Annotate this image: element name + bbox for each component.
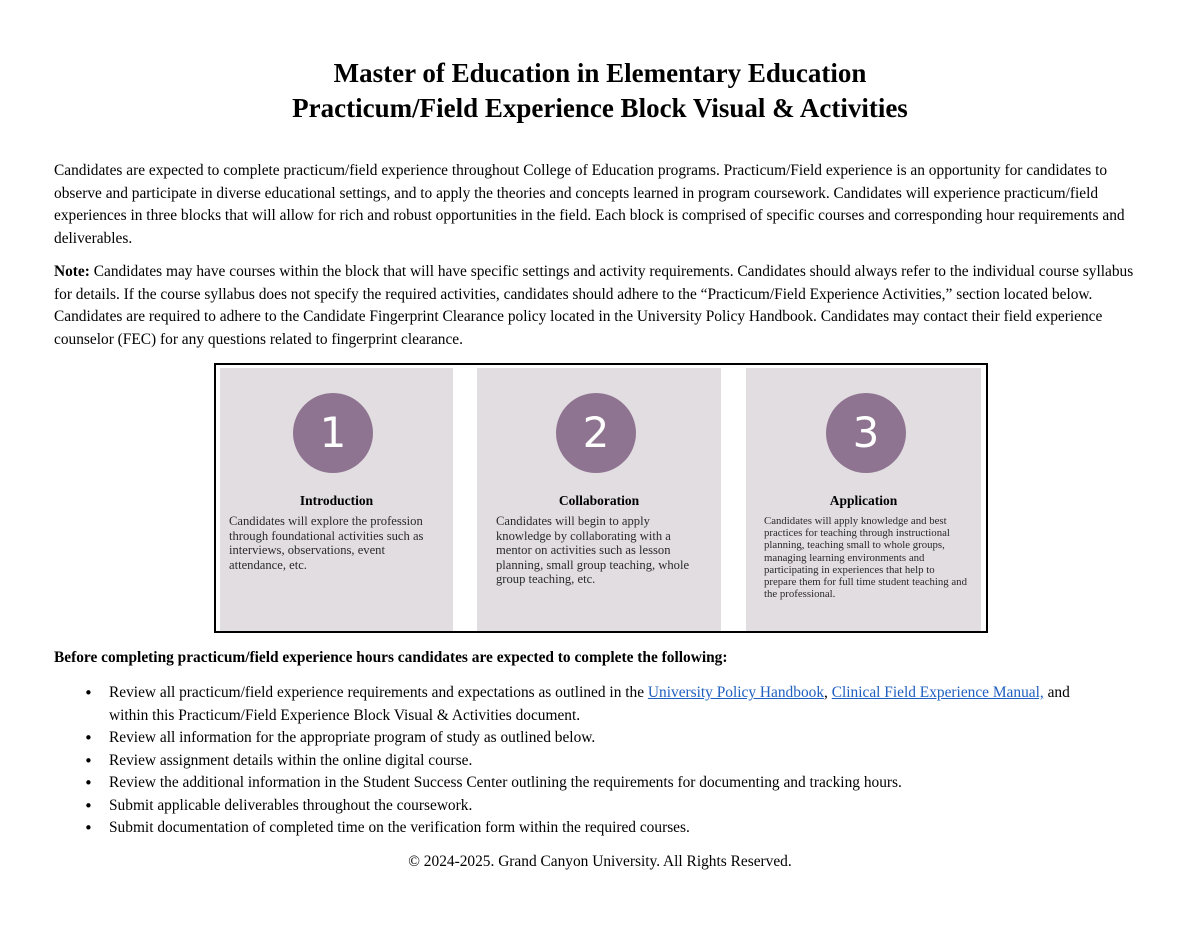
requirements-list <box>54 682 1146 840</box>
block-description: Candidates will begin to apply knowledge by collaborating with a mentor on activities such as lesson planning, small group teaching, whole group teaching, etc. <box>496 514 690 587</box>
copyright-footer: © 2024-2025. Grand Canyon University. All Rights Reserved. <box>408 853 792 870</box>
before-heading: Before completing practicum/field experience hours candidates are expected to complete the following: <box>54 649 728 666</box>
note-paragraph <box>54 261 1146 351</box>
block-title: Application <box>829 493 898 508</box>
note-label: Note: <box>54 263 90 280</box>
block-number-circle: 2 <box>556 393 636 473</box>
list-item <box>54 682 1146 727</box>
title-line-1: Master of Education in Elementary Education <box>333 58 867 88</box>
intro-paragraph: Candidates are expected to complete practicum/field experience throughout College of Education programs. Practicum/Field experience is an opportunity for candidates to observe and participate in diverse educational settings, and to apply the theories and concepts learned in program coursework. Candidates will experience practicum/field experiences in three blocks that will allow for rich and robust opportunities in the field. Each block is comprised of specific courses and corresponding hour requirements and deliverables. <box>54 162 1125 247</box>
clinical-field-experience-manual-link[interactable]: Clinical Field Experience Manual, <box>831 684 1044 701</box>
list-item: • Submit applicable deliverables throughout the coursework. <box>54 795 1146 818</box>
block-description: Candidates will apply knowledge and best practices for teaching through instructional planning, teaching small to whole groups, managing learning environments and participating in experiences that help to prepare them for full time student teaching and the professional. <box>764 515 967 601</box>
block-title: Collaboration <box>558 493 640 508</box>
block-number-circle: 1 <box>293 393 373 473</box>
block-panel-collaboration <box>477 368 721 631</box>
list-item: • Submit documentation of completed time on the verification form within the required courses. <box>54 817 1146 840</box>
block-visual <box>214 363 988 633</box>
title-line-2: Practicum/Field Experience Block Visual & Activities <box>292 93 908 123</box>
document-title <box>0 56 1200 126</box>
list-item-text: Review all practicum/field experience requirements and expectations as outlined in the <box>109 684 648 701</box>
university-policy-handbook-link[interactable]: University Policy Handbook <box>647 684 825 701</box>
note-text: Candidates may have courses within the block that will have specific settings and activity requirements. Candidates should always refer to the individual course syllabus for details. If the course syllabus does not specify the required activities, candidates should adhere to the “Practicum/Field Experience Activities,” section located below. Candidates are required to adhere to the Candidate Fingerprint Clearance policy located in the University Policy Handbook. Candidates may contact their field experience counselor (FEC) for any questions related to fingerprint clearance. <box>54 263 1134 348</box>
block-panel-introduction <box>220 368 453 631</box>
list-item-separator: , <box>824 684 832 701</box>
list-item: • Review the additional information in the Student Success Center outlining the requirements for documenting and tracking hours. <box>54 772 1146 795</box>
list-item: • Review all information for the appropriate program of study as outlined below. <box>54 727 1146 750</box>
block-panel-application <box>746 368 981 631</box>
list-item-text: and within this Practicum/Field Experience Block Visual & Activities document. <box>109 684 1070 724</box>
block-number-circle: 3 <box>826 393 906 473</box>
block-description: Candidates will explore the profession through foundational activities such as interviews, observations, event attendance, etc. <box>229 514 424 572</box>
list-item: • Review assignment details within the online digital course. <box>54 750 1146 773</box>
block-title: Introduction <box>299 493 374 508</box>
